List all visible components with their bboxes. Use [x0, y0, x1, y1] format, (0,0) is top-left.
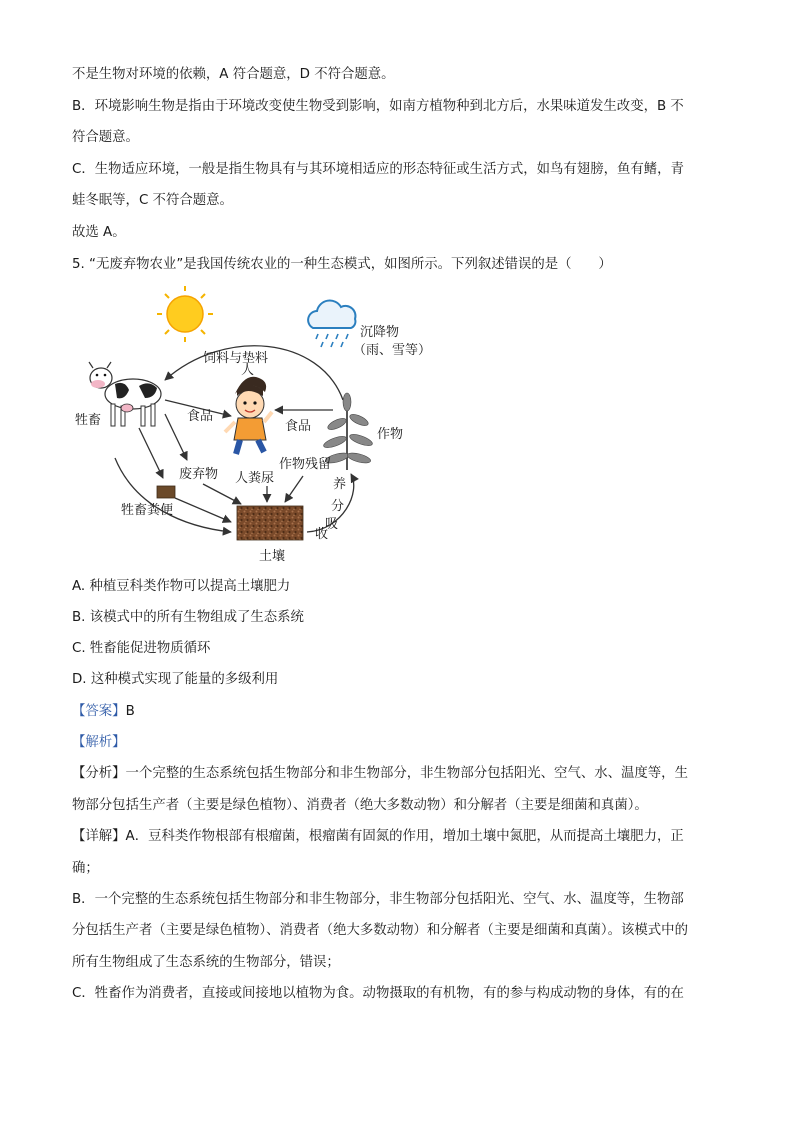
waste-arrow-livestock: [165, 414, 187, 460]
manure-arrow: [139, 428, 163, 478]
paragraph-line: B．环境影响生物是指由于环境改变使生物受到影响，如南方植物种到北方后，水果味道发生改变，B 不: [72, 99, 684, 114]
question-stem: 5. “无废弃物农业”是我国传统农业的一种生态模式，如图所示。下列叙述错误的是（ ）: [72, 257, 612, 272]
explanation-line: B．一个完整的生态系统包括生物部分和非生物部分，非生物部分包括阳光、空气、水、温度等，生物部: [72, 892, 684, 907]
nutrient-label-3: 吸: [325, 517, 339, 532]
answer-label: 【答案】: [72, 704, 126, 719]
manure-icon: [157, 486, 175, 498]
food-label-right: 食品: [285, 419, 312, 434]
paragraph-line: 不是生物对环境的依赖，A 符合题意，D 不符合题意。: [72, 67, 395, 82]
residue-to-soil-arrow: [285, 476, 303, 502]
crop-residue-label: 作物残留: [279, 457, 332, 472]
crop-label: 作物: [377, 427, 404, 442]
explanation-line: 确；: [72, 861, 99, 876]
food-label-left: 食品: [187, 409, 214, 424]
sun-icon: [157, 286, 213, 342]
explanation-line: 物部分包括生产者（主要是绿色植物）、消费者（绝大多数动物）和分解者（主要是细菌和真菌）。: [72, 798, 648, 813]
nutrient-label-1: 养: [333, 477, 347, 492]
livestock-label: 牲畜: [75, 413, 102, 428]
option-b: B. 该模式中的所有生物组成了生态系统: [72, 610, 304, 625]
soil-icon: [237, 506, 303, 540]
manure-to-soil-arrow: [175, 498, 231, 522]
precipitation-label: 沉降物: [360, 325, 400, 340]
precipitation-detail-label: （雨、雪等）: [353, 343, 432, 358]
rain-cloud-icon: [308, 301, 355, 347]
explanation-line: 分包括生产者（主要是绿色植物）、消费者（绝大多数动物）和分解者（主要是细菌和真菌）。该模式中的: [72, 923, 688, 938]
option-c: C. 牲畜能促进物质循环: [72, 641, 211, 656]
paragraph-line: 蛙冬眠等，C 不符合题意。: [72, 193, 233, 208]
explanation-line: C．牲畜作为消费者，直接或间接地以植物为食。动物摄取的有机物，有的参与构成动物的身体，有的在: [72, 986, 684, 1001]
waste-label: 废弃物: [179, 467, 219, 482]
explanation-line: 【分析】一个完整的生态系统包括生物部分和非生物部分，非生物部分包括阳光、空气、水、温度等，生: [72, 766, 688, 781]
option-a: A. 种植豆科类作物可以提高土壤肥力: [72, 579, 291, 594]
option-d: D. 这种模式实现了能量的多级利用: [72, 672, 279, 687]
answer-value: B: [125, 704, 135, 719]
manure-label: 牲畜粪便: [121, 503, 174, 518]
soil-label: 土壤: [259, 549, 286, 564]
eco-agriculture-diagram: [75, 282, 435, 572]
analysis-label: 【解析】: [72, 735, 126, 750]
human-waste-label: 人粪尿: [235, 471, 275, 486]
paragraph-line: 符合题意。: [72, 130, 139, 145]
answer-line: [72, 703, 135, 721]
explanation-line: 所有生物组成了生态系统的生物部分，错误；: [72, 955, 340, 970]
paragraph-line: C．生物适应环境，一般是指生物具有与其环境相适应的形态特征或生活方式，如鸟有翅膀，鱼有鳍，青: [72, 162, 684, 177]
paragraph-line: 故选 A。: [72, 225, 126, 240]
child-icon: [225, 377, 272, 454]
nutrient-label-2: 分: [331, 499, 345, 514]
nutrient-label-4: 收: [315, 527, 329, 542]
explanation-line: 【详解】A．豆科类作物根部有根瘤菌，根瘤菌有固氮的作用，增加土壤中氮肥，从而提高土壤肥力，正: [72, 829, 684, 844]
waste-to-soil-arrow: [203, 484, 241, 504]
human-label: 人: [241, 363, 255, 378]
feed-label: 饲料与垫料: [203, 351, 269, 366]
